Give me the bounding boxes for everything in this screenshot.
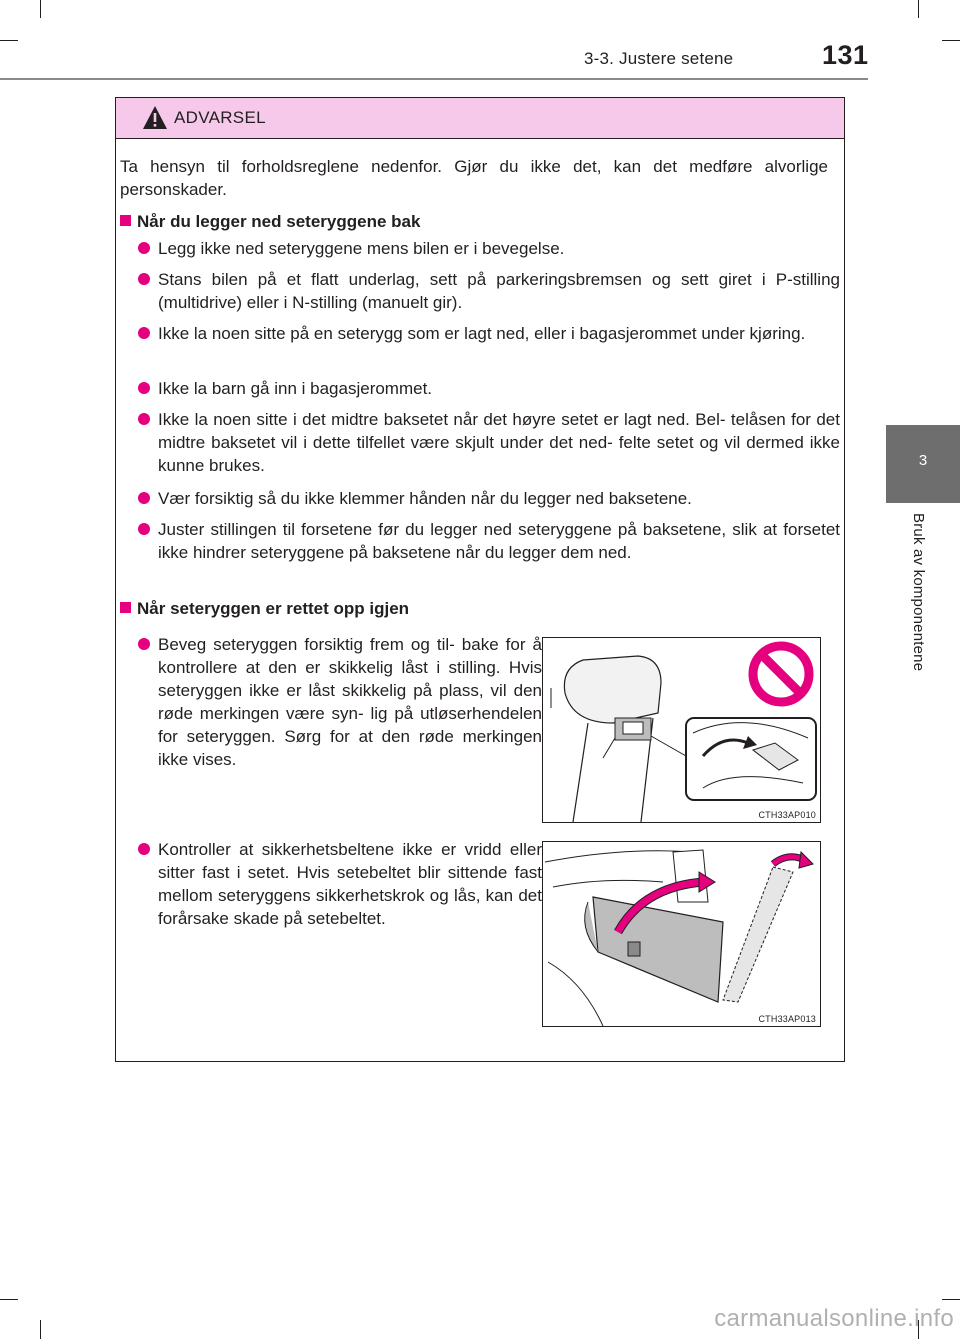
crop-mark	[918, 0, 919, 18]
section-heading: Når seteryggen er rettet opp igjen	[120, 597, 409, 620]
header-rule	[0, 78, 868, 80]
crop-mark	[40, 0, 41, 18]
bullet-dot-icon	[138, 413, 150, 425]
crop-mark	[942, 40, 960, 41]
figure-seat-lock	[542, 637, 821, 823]
list-item: Ikke la barn gå inn i bagasjerommet.	[138, 377, 840, 400]
figure-caption: CTH33AP010	[758, 810, 816, 820]
bullet-dot-icon	[138, 242, 150, 254]
watermark: carmanualsonline.info	[714, 1305, 954, 1332]
figure-caption: CTH33AP013	[758, 1014, 816, 1024]
chapter-tab	[886, 425, 960, 503]
crop-mark	[942, 1299, 960, 1300]
chapter-number: 3	[918, 452, 928, 469]
prohibited-icon	[753, 646, 809, 702]
warning-box	[115, 97, 845, 1062]
warning-header	[116, 98, 844, 139]
crop-mark	[0, 1299, 18, 1300]
list-item: Juster stillingen til forsetene før du legger ned seteryggene på baksetene, slik at forsetet ikke hindrer seteryggene på baksetene når du legger dem ned.	[138, 518, 840, 564]
crop-mark	[0, 40, 18, 41]
warning-triangle-icon	[142, 105, 168, 131]
square-bullet-icon	[120, 602, 131, 613]
bullet-dot-icon	[138, 492, 150, 504]
bullet-dot-icon	[138, 382, 150, 394]
chapter-label: Bruk av komponentene	[910, 513, 927, 672]
bullet-dot-icon	[138, 273, 150, 285]
square-bullet-icon	[120, 215, 131, 226]
seat-lock-illustration	[543, 638, 820, 822]
list-item: Beveg seteryggen forsiktig frem og til- bake for å kontrollere at den er skikkelig låst i stilling. Hvis seteryggen ikke er låst skikkelig på plass, vil den røde merkingen være syn- lig på utløserhendelen for seteryggen. Sørg for at den røde merkingen ikke vises.	[138, 633, 542, 771]
warning-title: ADVARSEL	[174, 108, 266, 127]
crop-mark	[40, 1320, 41, 1339]
figure-seat-belt	[542, 841, 821, 1027]
list-item: Kontroller at sikkerhetsbeltene ikke er vridd eller sitter fast i setet. Hvis setebeltet blir sittende fast mellom seteryggens sikkerhetskrok og lås, kan det forårsake skade på setebeltet.	[138, 838, 542, 930]
bullet-dot-icon	[138, 327, 150, 339]
section-title: 3-3. Justere setene	[584, 49, 734, 68]
list-item: Stans bilen på et flatt underlag, sett på parkeringsbremsen og sett giret i P-stilling (multidrive) eller i N-stilling (manuelt gir).	[138, 268, 840, 314]
list-item: Ikke la noen sitte på en seterygg som er lagt ned, eller i bagasjerommet under kjøring.	[138, 322, 840, 345]
bullet-dot-icon	[138, 523, 150, 535]
list-item: Ikke la noen sitte i det midtre baksetet når det høyre setet er lagt ned. Bel- telåsen for det midtre baksetet vil i dette tilfellet være skjult under det ned- felte setet og vil dermed ikke kunne brukes.	[138, 408, 840, 477]
warning-intro: Ta hensyn til forholdsreglene nedenfor. Gjør du ikke det, kan det medføre alvorlige personskader.	[120, 157, 828, 199]
list-item: Vær forsiktig så du ikke klemmer hånden når du legger ned baksetene.	[138, 487, 840, 510]
bullet-dot-icon	[138, 843, 150, 855]
page-number: 131	[822, 40, 869, 70]
list-item: Legg ikke ned seteryggene mens bilen er i bevegelse.	[138, 237, 840, 260]
section-heading: Når du legger ned seteryggene bak	[120, 210, 420, 233]
bullet-dot-icon	[138, 638, 150, 650]
seat-belt-illustration	[543, 842, 820, 1026]
